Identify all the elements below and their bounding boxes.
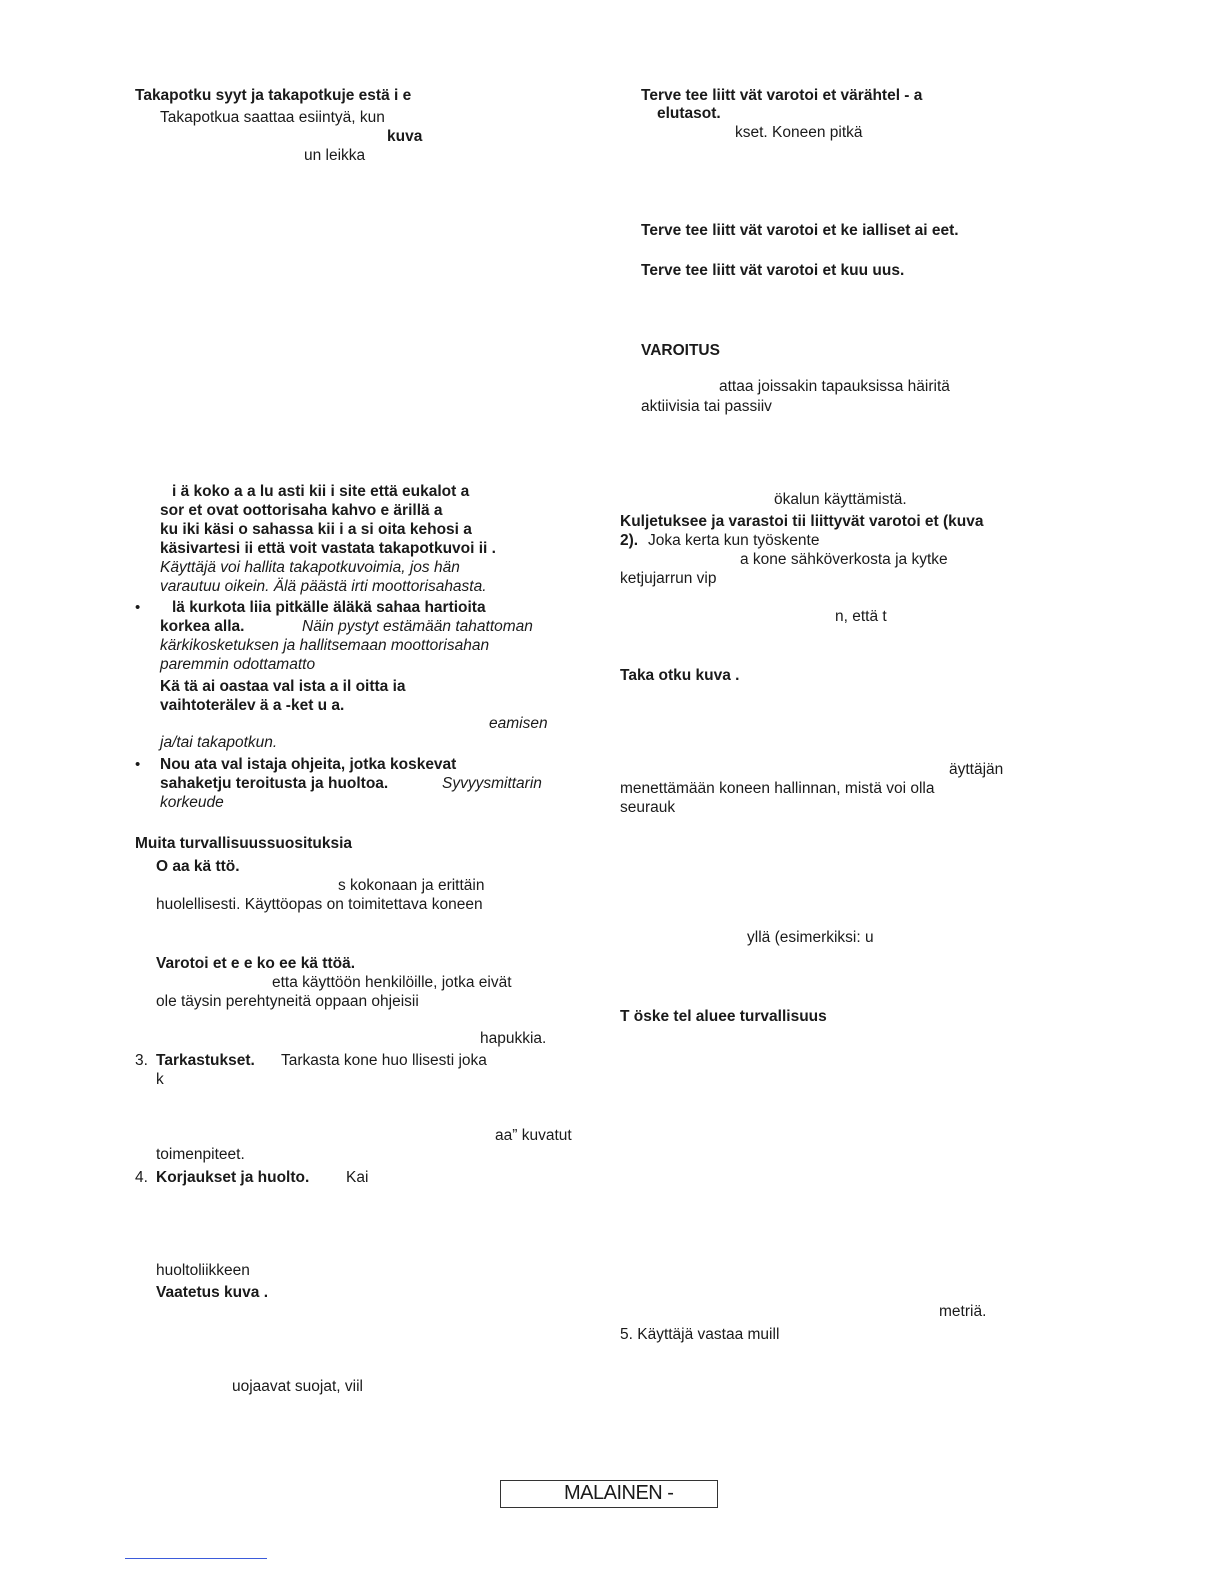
footer-label: MALAINEN - — [564, 1482, 674, 1504]
paragraph-line: Kai — [346, 1169, 369, 1186]
paragraph-line: aa” kuvatut — [495, 1127, 572, 1144]
paragraph-line: a kone sähköverkosta ja kytke — [740, 551, 948, 568]
bullet-italic-line: Käyttäjä voi hallita takapotkuvoimia, jos hän — [160, 559, 460, 576]
footnote-link-underline — [125, 1558, 267, 1559]
bullet-bold-line: sahaketju teroitusta ja huoltoa. — [160, 775, 389, 792]
paragraph-line: metriä. — [939, 1303, 987, 1320]
paragraph-line: toimenpiteet. — [156, 1146, 245, 1163]
section-heading-kickback-figure: Taka otku kuva . — [620, 667, 740, 684]
section-heading-transport: Kuljetuksee ja varastoi tii liittyvät varotoi et (kuva — [620, 513, 984, 530]
warning-label: VAROITUS — [641, 342, 720, 359]
item-title: Vaatetus kuva . — [156, 1284, 269, 1301]
bullet-bold-line: i ä koko a a lu asti kii i site että eukalot a — [172, 483, 470, 500]
bullet-italic-line: kärkikosketuksen ja hallitsemaan moottorisahan — [160, 637, 490, 654]
paragraph-line: s kokonaan ja erittäin — [338, 877, 485, 894]
bullet-italic-line: Näin pystyt estämään tahattoman — [302, 618, 533, 635]
paragraph-line: hapukkia. — [480, 1030, 547, 1047]
bullet-italic-line: varautuu oikein. Älä päästä irti moottorisahasta. — [160, 578, 487, 595]
bullet-bold-line: lä kurkota liia pitkälle äläkä sahaa hartioita — [172, 599, 486, 616]
paragraph-line: Joka kerta kun työskente — [648, 532, 820, 549]
bullet-bold-line: vaihtoterälev ä a -ket u a. — [160, 697, 345, 714]
paragraph-line: ole täysin perehtyneitä oppaan ohjeisii — [156, 993, 419, 1010]
paragraph-line: seurauk — [620, 799, 676, 816]
figure-reference: 2). — [620, 532, 639, 549]
paragraph-line: menettämään koneen hallinnan, mistä voi olla — [620, 780, 935, 797]
bullet-italic-line: ja/tai takapotkun. — [160, 734, 278, 751]
paragraph-line: etta käyttöön henkilöille, jotka eivät — [272, 974, 512, 991]
paragraph-line: ökalun käyttämistä. — [774, 491, 907, 508]
bullet-bold-line: korkea alla. — [160, 618, 245, 635]
paragraph-line: aktiivisia tai passiiv — [641, 398, 772, 415]
bullet-bold-line: Nou ata val istaja ohjeita, jotka koskevat — [160, 756, 457, 773]
bullet-italic-line: eamisen — [489, 715, 548, 732]
paragraph-line: äyttäjän — [949, 761, 1004, 778]
paragraph-line: ketjujarrun vip — [620, 570, 717, 587]
bullet-italic-line: korkeude — [160, 794, 224, 811]
paragraph-line: Tarkasta kone huo llisesti joka — [281, 1052, 487, 1069]
bullet-bold-line: sor et ovat oottorisaha kahvo e ärillä a — [160, 502, 443, 519]
figure-reference: kuva — [387, 128, 423, 145]
item-title: O aa kä ttö. — [156, 858, 240, 875]
section-heading-vibration: Terve tee liitt vät varotoi et värähtel - a — [641, 87, 923, 104]
paragraph-line: kset. Koneen pitkä — [735, 124, 863, 141]
bullet-marker: • — [135, 599, 141, 616]
paragraph-line: yllä (esimerkiksi: u — [747, 929, 874, 946]
section-heading-hearing: Terve tee liitt vät varotoi et kuu uus. — [641, 262, 905, 279]
item-title: Korjaukset ja huolto. — [156, 1169, 310, 1186]
section-heading-chemicals: Terve tee liitt vät varotoi et ke ialliset ai eet. — [641, 222, 959, 239]
bullet-bold-line: käsivartesi ii että voit vastata takapotkuvoi ii . — [160, 540, 496, 557]
paragraph-line: Takapotkua saattaa esiintyä, kun — [160, 109, 385, 126]
bullet-italic-line: Syvyysmittarin — [442, 775, 542, 792]
numbered-item-5: 5. Käyttäjä vastaa muill — [620, 1326, 780, 1343]
paragraph-line: n, että t — [835, 608, 887, 625]
bullet-bold-line: ku iki käsi o sahassa kii i a si oita kehosi a — [160, 521, 472, 538]
item-title: Tarkastukset. — [156, 1052, 255, 1069]
section-heading-work-area: T öske tel aluee turvallisuus — [620, 1008, 827, 1025]
bullet-marker: • — [135, 756, 141, 773]
footer-label-box — [500, 1480, 718, 1508]
paragraph-line: un leikka — [304, 147, 366, 164]
paragraph-line: attaa joissakin tapauksissa häiritä — [719, 378, 950, 395]
bullet-bold-line: Kä tä ai oastaa val ista a il oitta ia — [160, 678, 406, 695]
section-heading-vibration-line2: elutasot. — [657, 105, 721, 122]
paragraph-line: huoltoliikkeen — [156, 1262, 250, 1279]
item-title: Varotoi et e e ko ee kä ttöä. — [156, 955, 355, 972]
item-number: 3. — [135, 1052, 148, 1069]
paragraph-line: uojaavat suojat, viil — [232, 1378, 363, 1395]
section-heading-kickback: Takapotku syyt ja takapotkuje estä i e — [135, 87, 412, 104]
section-heading-other-safety: Muita turvallisuussuosituksia — [135, 835, 353, 852]
paragraph-line: huolellisesti. Käyttöopas on toimitettava koneen — [156, 896, 483, 913]
bullet-italic-line: paremmin odottamatto — [160, 656, 316, 673]
paragraph-line: k — [156, 1071, 164, 1088]
item-number: 4. — [135, 1169, 148, 1186]
